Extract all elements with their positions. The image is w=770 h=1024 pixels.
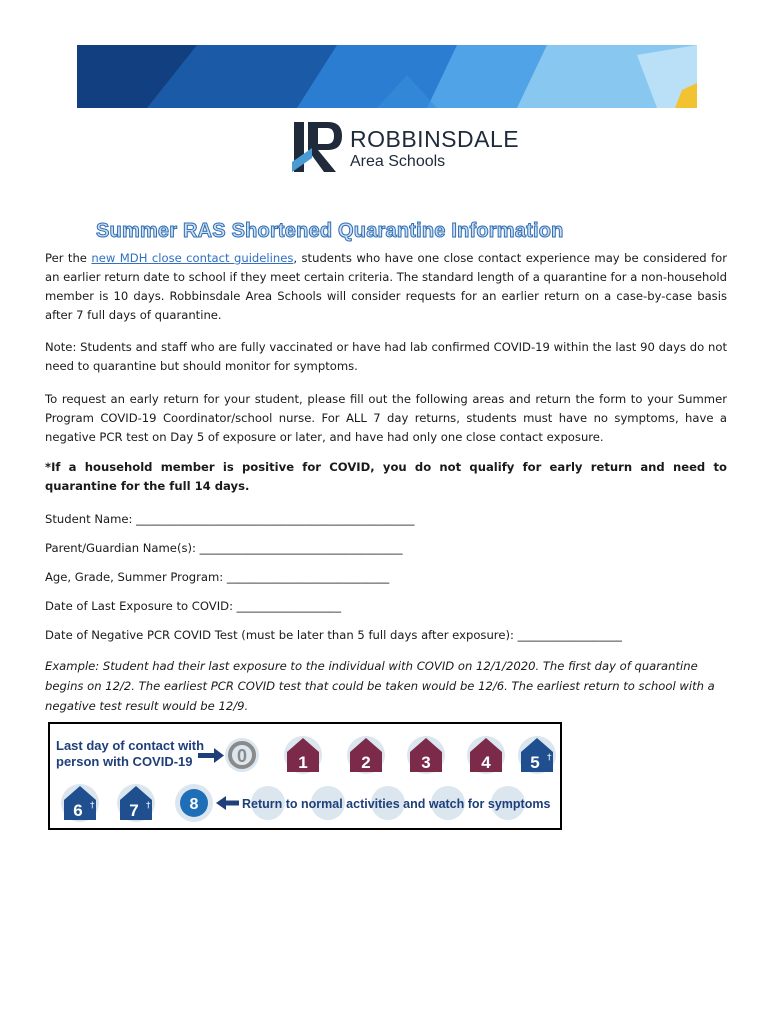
day-7-house-icon [117,784,155,822]
svg-text:†: † [90,801,95,811]
banner-graphic [77,45,697,108]
svg-text:6: 6 [73,801,83,820]
intro-text-before: Per the [45,251,92,265]
svg-text:3: 3 [421,753,431,772]
intro-text-after: , students who have one close contact experience may be considered for an earlier return date to school if they meet certain criteria. The standard length of a quarantine for a non-household member is 10 days. Robbinsdale Area Schools will consider requests for an earlier return on a case-by-case basis after 7 full days of quarantine. [45,251,727,322]
svg-text:†: † [146,801,151,811]
svg-text:†: † [547,753,552,763]
day-0-label: 0 [236,746,248,766]
org-logo [292,118,522,178]
svg-text:1: 1 [298,753,308,772]
timeline-end-label: Return to normal activities and watch for symptoms [242,797,551,811]
header-banner [77,45,697,108]
student-name-field[interactable]: Student Name: ________________________________________________ [45,512,415,526]
pcr-test-date-field[interactable]: Date of Negative PCR COVID Test (must be later than 5 full days after exposure): __________________ [45,628,622,642]
svg-text:7: 7 [129,801,139,820]
day-3-house-icon [407,736,445,774]
day-4-house-icon [467,736,505,774]
age-grade-program-field[interactable]: Age, Grade, Summer Program: ____________________________ [45,570,390,584]
guardian-name-field[interactable]: Parent/Guardian Name(s): ___________________________________ [45,541,403,555]
last-exposure-date-field[interactable]: Date of Last Exposure to COVID: __________________ [45,599,342,613]
svg-text:2: 2 [361,753,371,772]
timeline-start-line1: Last day of contact with [56,738,205,753]
svg-text:5: 5 [530,753,540,772]
timeline-start-line2: person with COVID-19 [56,754,193,769]
mdh-guidelines-link[interactable]: new MDH close contact guidelines [91,251,294,265]
day-2-house-icon [347,736,385,774]
svg-text:8: 8 [189,796,199,813]
org-subtitle: Area Schools [350,153,446,170]
quarantine-timeline [48,722,562,830]
day-6-house-icon [61,784,99,822]
logo-mark-icon [292,118,348,176]
day-1-house-icon [284,736,322,774]
timeline-graphic [50,724,560,828]
day-0-marker [225,738,259,772]
page-title: Summer RAS Shortened Quarantine Information [96,220,564,242]
example-paragraph: Example: Student had their last exposure to the individual with COVID on 12/1/2020. The first day of quarantine begins on 12/2. The earliest PCR COVID test that could be taken would be 12/6. The earliest return to school with a negative test result would be 12/9. [45,659,715,713]
vaccination-note: Note: Students and staff who are fully vaccinated or have had lab confirmed COVID-19 within the last 90 days do not need to quarantine but should monitor for symptoms. [45,340,727,373]
org-name: ROBBINSDALE [350,126,520,152]
arrow-left-icon [216,796,239,810]
day-8-marker [175,784,213,822]
request-instructions: To request an early return for your student, please fill out the following areas and return the form to your Summer Program COVID-19 Coordinator/school nurse. For ALL 7 day returns, students must have no symptoms, have a negative PCR test on Day 5 of exposure or later, and have had only one close contact exposure. [45,392,727,444]
intro-paragraph [45,249,727,325]
day-5-house-icon [518,736,556,774]
household-warning: *If a household member is positive for COVID, you do not qualify for early return and need to quarantine for the full 14 days. [45,460,727,493]
svg-text:4: 4 [481,753,491,772]
